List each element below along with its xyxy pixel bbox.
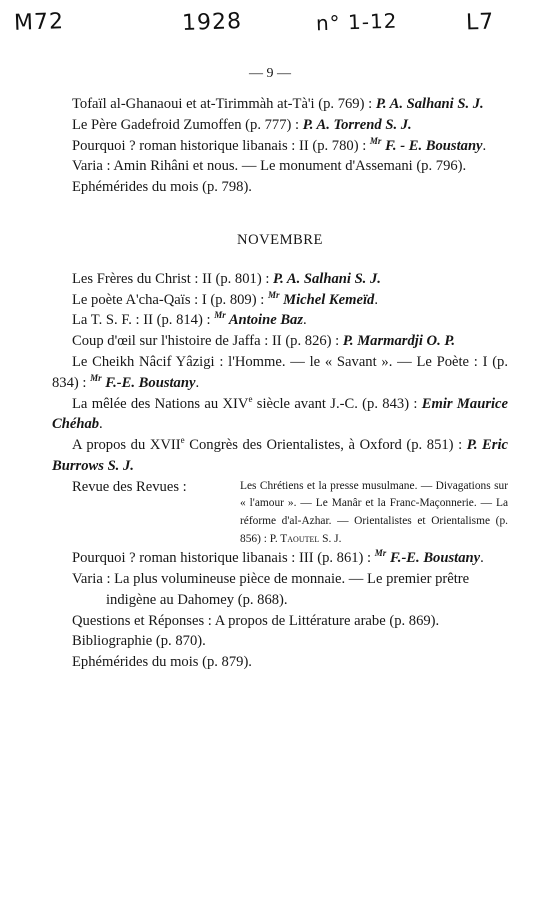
- entry-title-rest: Congrès des Orientalistes, à Oxford (p. 851) :: [184, 437, 467, 454]
- toc-entry: [52, 352, 508, 394]
- entry-author: Michel Kemeïd: [283, 291, 375, 308]
- toc-entry: [52, 115, 508, 136]
- revue-label: Revue des Revues :: [72, 478, 187, 495]
- entry-author: F.-E. Boustany: [105, 374, 196, 391]
- entry-title: Coup d'œil sur l'histoire de Jaffa : II (p. 826) :: [72, 333, 343, 350]
- revue-items: [240, 477, 508, 548]
- entry-title: Le Père Gadefroid Zumoffen (p. 777) :: [72, 116, 303, 133]
- toc-entry: [52, 652, 508, 673]
- toc-entry: [52, 548, 508, 569]
- handwritten-code: L7: [465, 9, 495, 36]
- entry-title: Tofaïl al-Ghanaoui et at-Tirimmàh at-Tà'i (p. 769) :: [72, 96, 376, 112]
- toc-entry: [52, 177, 508, 198]
- entry-title: La mêlée des Nations au XIV: [72, 395, 249, 412]
- entry-title: Le poète A'cha-Qaïs : I (p. 809) :: [72, 291, 268, 308]
- honorific: Mr: [369, 135, 382, 146]
- entry-title: Pourquoi ? roman historique libanais : II (p. 780) :: [72, 137, 370, 154]
- handwritten-shelf-mark: M72: [13, 9, 65, 36]
- revue-author: P. Taoutel S. J.: [269, 532, 342, 545]
- entry-punct: .: [480, 550, 484, 567]
- toc-entry: [52, 394, 508, 436]
- entry-author: Emir Maurice Chéhab: [52, 395, 509, 433]
- toc-entry: [52, 136, 508, 157]
- entry-author: P. A. Torrend S. J.: [302, 116, 412, 133]
- entry-title: Questions et Réponses : A propos de Littérature arabe (p. 869).: [72, 612, 440, 629]
- handwritten-year: 1928: [181, 8, 243, 37]
- entry-title: Varia : La plus volumineuse pièce de monnaie. — Le premier prêtre indigène au Dahomey (p. 868).: [72, 570, 470, 608]
- honorific: Mr: [374, 548, 387, 559]
- entry-punct: .: [482, 137, 487, 154]
- entry-author: P. A. Salhani S. J.: [375, 96, 484, 112]
- entry-title: Ephémérides du mois (p. 798).: [72, 179, 252, 196]
- table-of-contents: [52, 94, 508, 673]
- entry-punct: .: [195, 374, 200, 391]
- entry-author: P. A. Salhani S. J.: [273, 270, 381, 287]
- toc-entry: [52, 269, 508, 290]
- toc-entry: [52, 631, 508, 652]
- page-number: — 9 —: [249, 66, 291, 81]
- honorific: Mr: [214, 310, 226, 321]
- toc-entry: [52, 156, 508, 177]
- entry-author: Antoine Baz: [228, 312, 304, 329]
- entry-title: A propos du XVII: [72, 437, 181, 454]
- toc-entry: [52, 94, 508, 115]
- honorific: Mr: [90, 372, 102, 383]
- toc-entry: [52, 331, 508, 352]
- entry-title: Bibliographie (p. 870).: [72, 633, 206, 650]
- ordinal-suffix: e: [248, 393, 253, 404]
- entry-author: P. Eric Burrows S. J.: [52, 437, 509, 474]
- toc-entry: [52, 290, 508, 311]
- entry-author: F.-E. Boustany: [389, 550, 481, 567]
- entry-author: P. Marmardji O. P.: [342, 333, 456, 350]
- ordinal-suffix: e: [180, 435, 185, 446]
- entry-punct: .: [303, 312, 307, 329]
- toc-entry: [52, 611, 508, 632]
- revue-items-text: Les Chrétiens et la presse musulmane. — Divagations sur « l'amour ». — Le Manâr et la Franc-Maçonnerie. — La réforme d'al-Azhar. — Orientalistes et Orientalisme (p. 856) :: [240, 479, 508, 545]
- month-heading: NOVEMBRE: [237, 231, 323, 248]
- honorific: Mr: [267, 289, 280, 300]
- entry-title: Pourquoi ? roman historique libanais : III (p. 861) :: [72, 550, 375, 567]
- revue-des-revues: [52, 477, 508, 548]
- entry-author: F. - E. Boustany: [385, 137, 483, 154]
- toc-entry: [52, 569, 508, 611]
- handwritten-issues: n° 1-12: [315, 8, 398, 36]
- toc-entry: [52, 310, 508, 331]
- entry-punct: .: [374, 291, 378, 308]
- entry-title: Le Cheikh Nâcif Yâzigi : l'Homme. — le « Savant ». — Le Poète : I (p. 834) :: [52, 353, 508, 391]
- toc-entry: [52, 435, 508, 477]
- entry-punct: .: [99, 416, 103, 433]
- entry-title: Varia : Amin Rihâni et nous. — Le monument d'Assemani (p. 796).: [72, 158, 467, 175]
- entry-title: Les Frères du Christ : II (p. 801) :: [72, 270, 274, 287]
- entry-title-rest: siècle avant J.-C. (p. 843) :: [252, 395, 422, 412]
- entry-title: Ephémérides du mois (p. 879).: [72, 654, 252, 671]
- entry-title: La T. S. F. : II (p. 814) :: [72, 312, 215, 329]
